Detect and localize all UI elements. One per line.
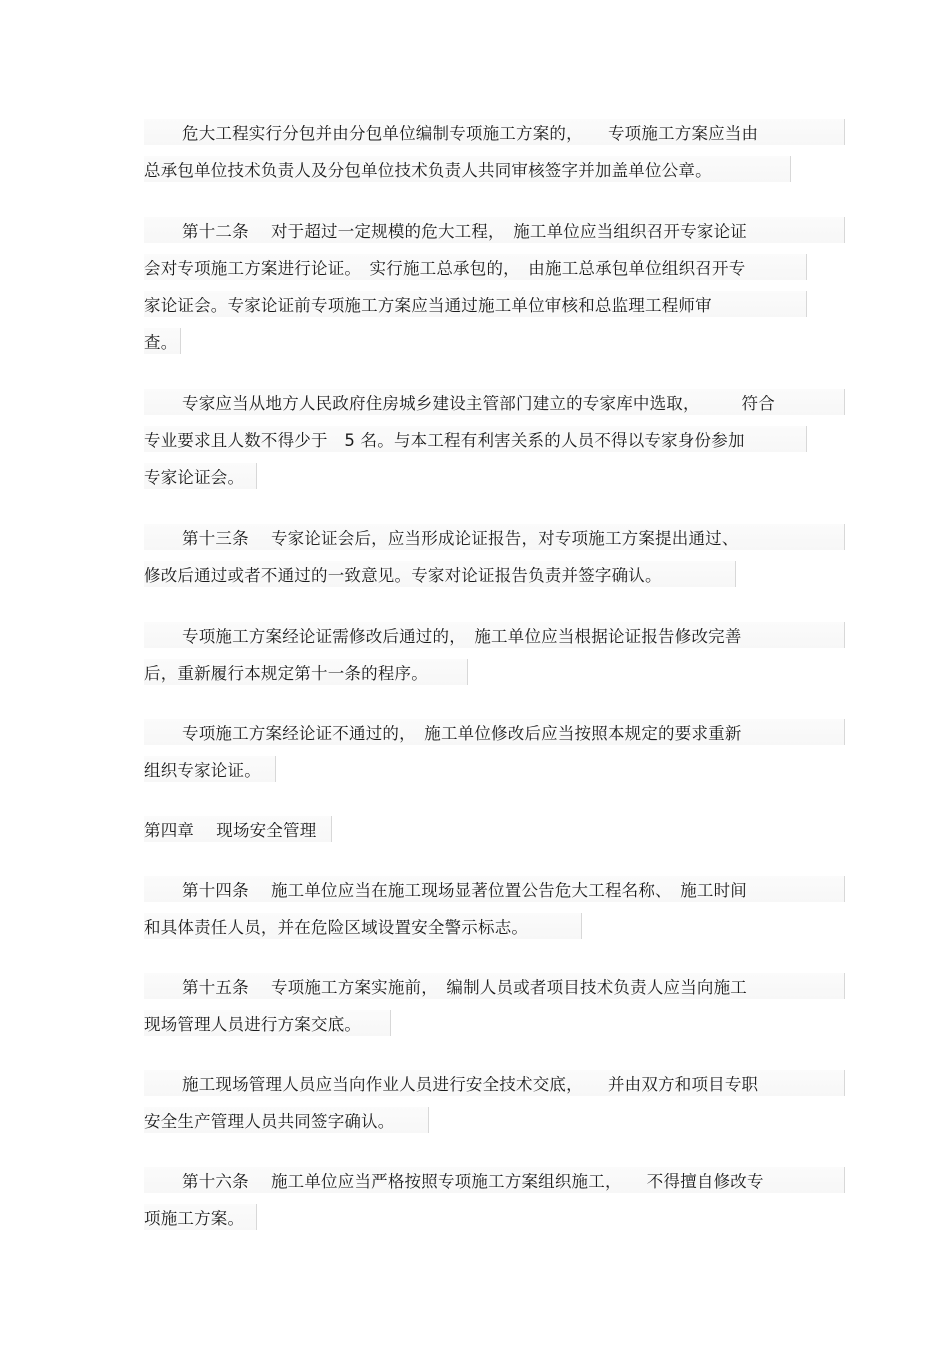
paragraph-revision-pass [144,622,806,696]
paragraph-article-14 [144,876,806,950]
paragraph-safety-briefing [144,1070,806,1144]
text-line: 第十四条 施工单位应当在施工现场显著位置公告危大工程名称、 施工时间 [144,876,845,902]
text-line: 专项施工方案经论证不通过的， 施工单位修改后应当按照本规定的要求重新 [144,719,845,745]
text-line: 第十三条 专家论证会后，应当形成论证报告，对专项施工方案提出通过、 [144,524,845,550]
text-line: 专家应当从地方人民政府住房城乡建设主管部门建立的专家库中选取， 符合 [144,389,845,415]
paragraph-not-pass [144,719,806,793]
paragraph-article-16 [144,1167,806,1241]
text-line: 第十六条 施工单位应当严格按照专项施工方案组织施工， 不得擅自修改专 [144,1167,845,1193]
text-line: 现场管理人员进行方案交底。 [144,1010,391,1036]
text-line: 专家论证会。 [144,463,257,489]
text-line: 和具体责任人员，并在危险区域设置安全警示标志。 [144,913,582,939]
paragraph-expert-selection [144,389,806,500]
paragraph-article-12 [144,217,806,365]
paragraph-article-15 [144,973,806,1047]
text-line: 会对专项施工方案进行论证。 实行施工总承包的， 由施工总承包单位组织召开专 [144,254,807,280]
text-line: 项施工方案。 [144,1204,257,1230]
text-line: 施工现场管理人员应当向作业人员进行安全技术交底， 并由双方和项目专职 [144,1070,845,1096]
text-line: 危大工程实行分包并由分包单位编制专项施工方案的， 专项施工方案应当由 [144,119,845,145]
text-line: 安全生产管理人员共同签字确认。 [144,1107,429,1133]
paragraph-article-13 [144,524,806,598]
text-line: 查。 [144,328,181,354]
chapter-title: 第四章 现场安全管理 [144,816,332,842]
text-line: 第十五条 专项施工方案实施前， 编制人员或者项目技术负责人应当向施工 [144,973,845,999]
text-line: 组织专家论证。 [144,756,276,782]
text-line: 后，重新履行本规定第十一条的程序。 [144,659,468,685]
text-line: 专项施工方案经论证需修改后通过的， 施工单位应当根据论证报告修改完善 [144,622,845,648]
text-line: 总承包单位技术负责人及分包单位技术负责人共同审核签字并加盖单位公章。 [144,156,791,182]
text-line: 家论证会。专家论证前专项施工方案应当通过施工单位审核和总监理工程师审 [144,291,807,317]
text-line: 专业要求且人数不得少于 5 名。与本工程有利害关系的人员不得以专家身份参加 [144,426,807,452]
chapter-heading [144,816,806,853]
text-line: 修改后通过或者不通过的一致意见。专家对论证报告负责并签字确认。 [144,561,736,587]
paragraph-subcontract-plan [144,119,806,193]
text-line: 第十二条 对于超过一定规模的危大工程， 施工单位应当组织召开专家论证 [144,217,845,243]
